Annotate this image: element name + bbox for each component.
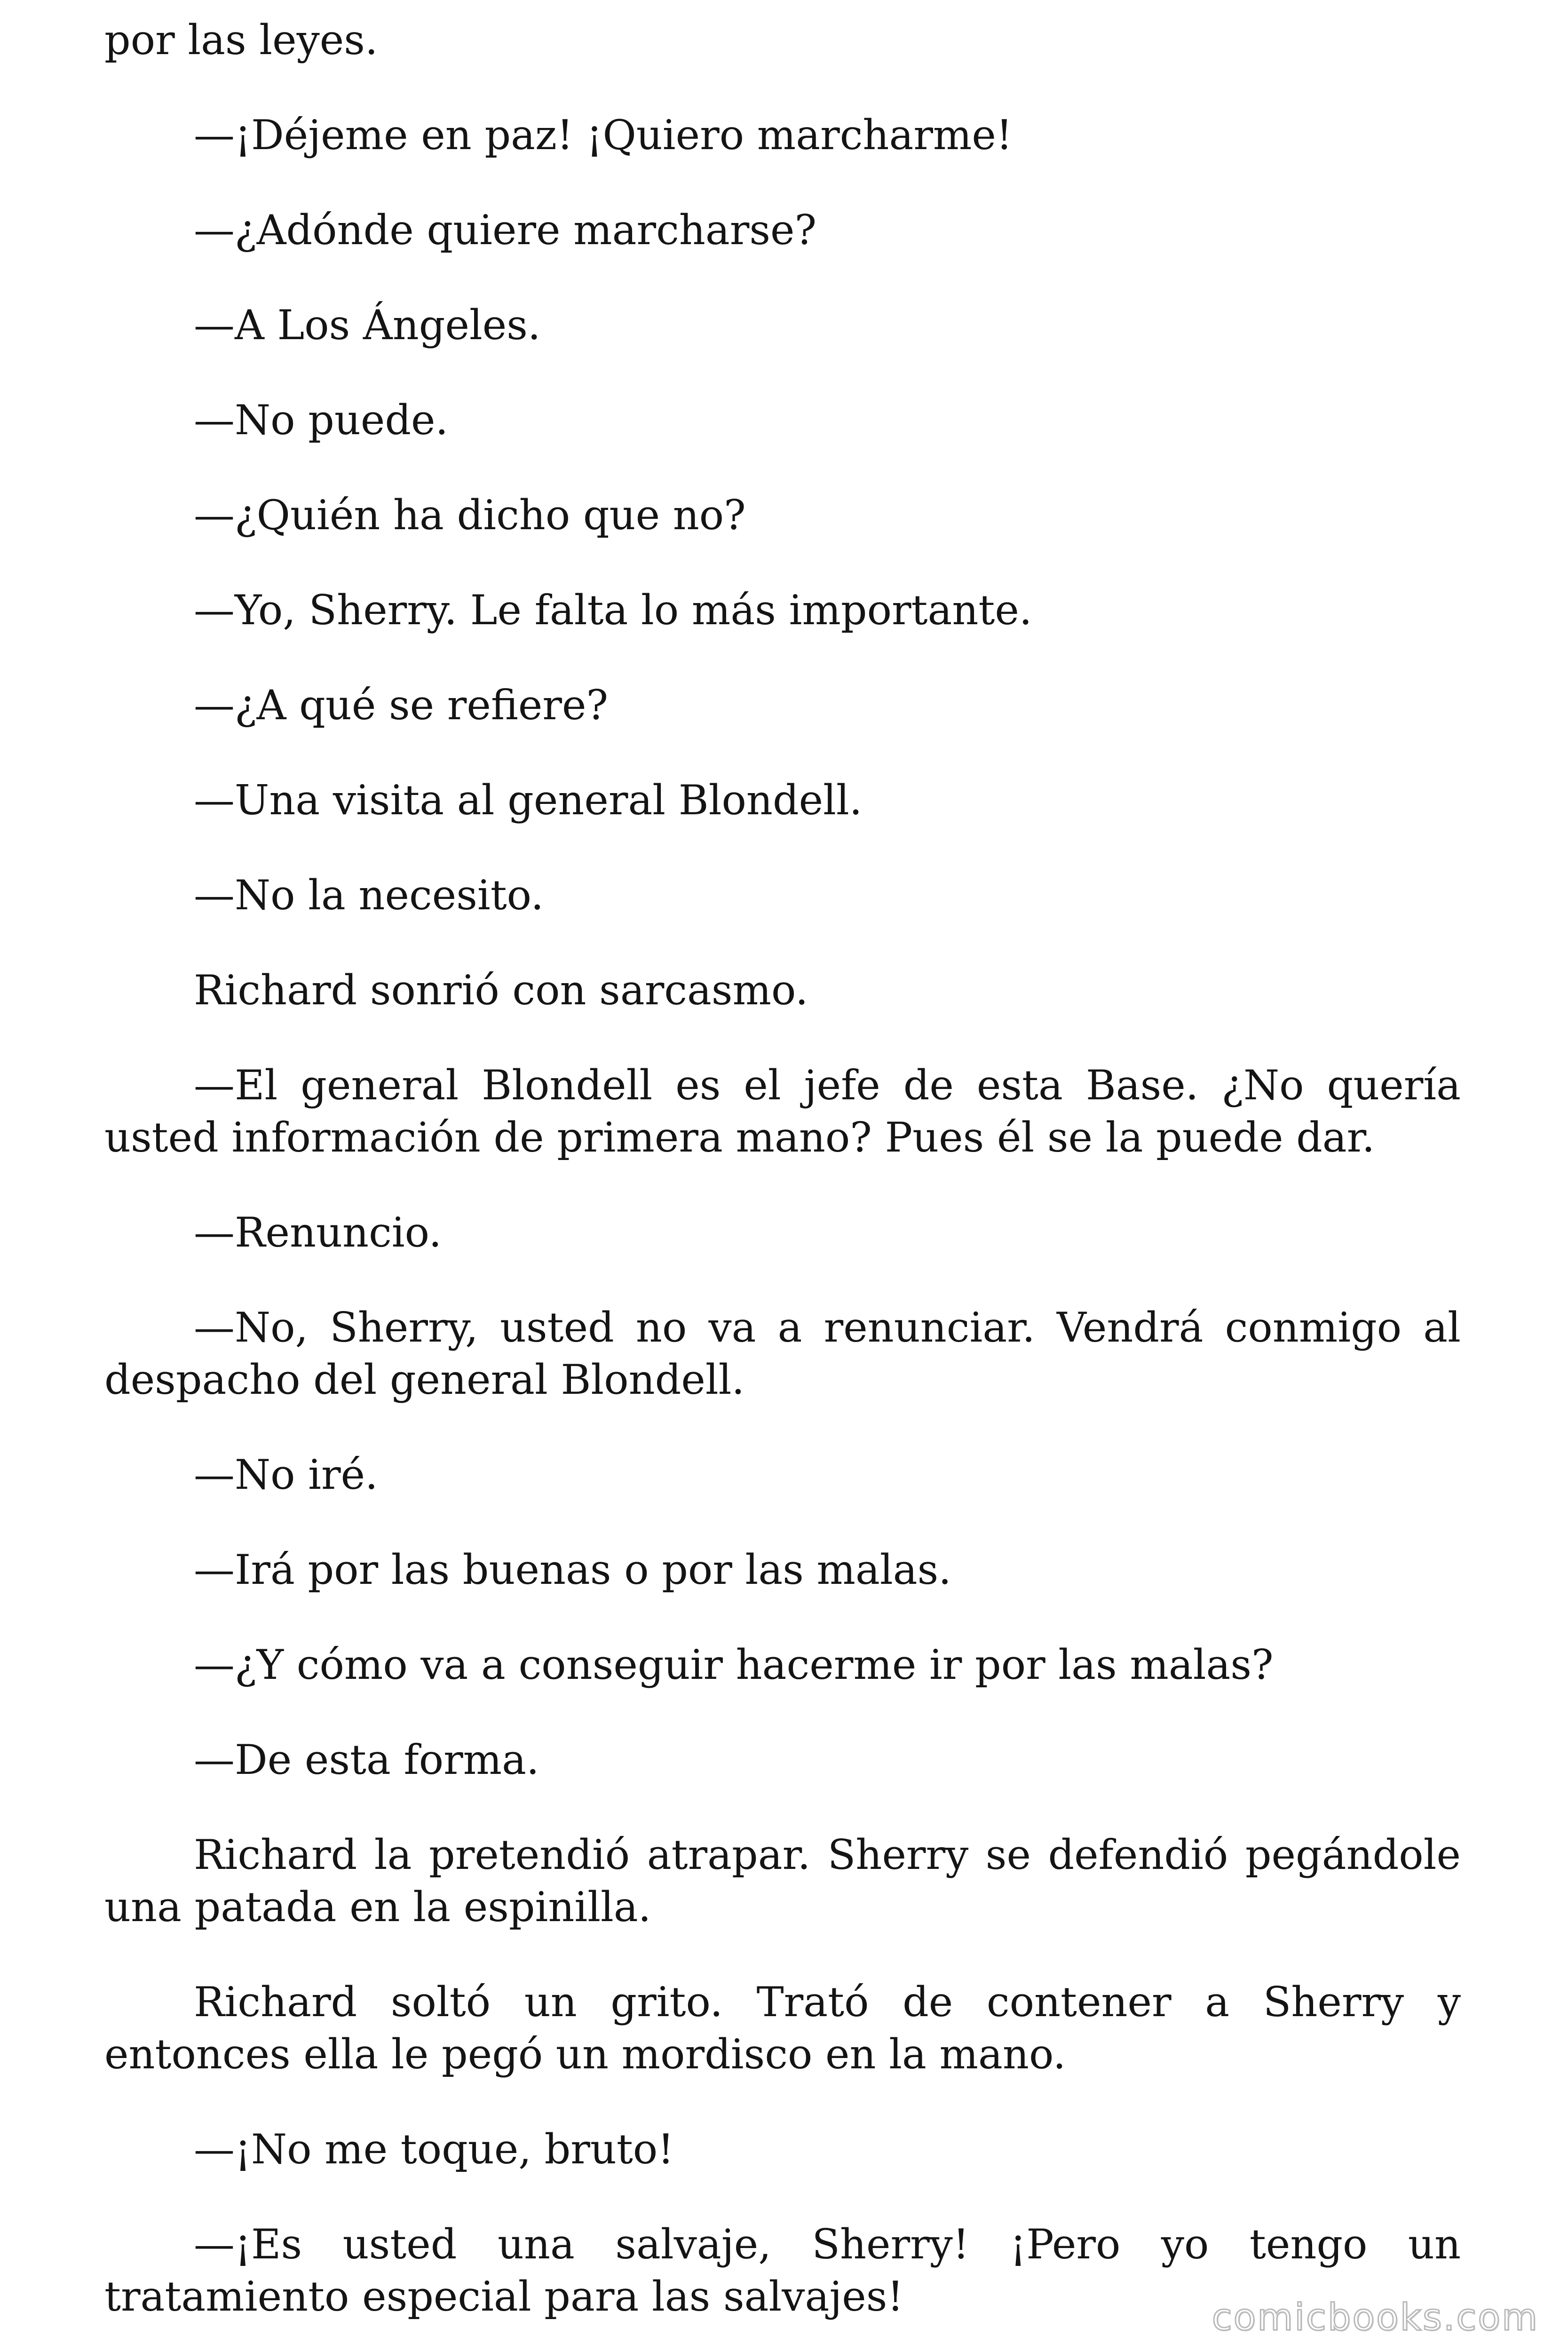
paragraph: —¿Quién ha dicho que no? [194, 491, 746, 539]
paragraph: —De esta forma. [194, 1736, 539, 1784]
page-text [104, 14, 1461, 2323]
paragraph: —El general Blondell es el jefe de esta Base. ¿No quería usted información de primera mano? Pues él se la puede dar. [104, 1061, 1461, 1161]
paragraph: —Renuncio. [194, 1208, 442, 1256]
paragraph: —¡Es usted una salvaje, Sherry! ¡Pero yo tengo un tratamiento especial para las salvajes! [104, 2220, 1461, 2320]
watermark: comicbooks.com [1212, 2296, 1539, 2339]
paragraph: —No, Sherry, usted no va a renunciar. Vendrá conmigo al despacho del general Blondell. [104, 1303, 1461, 1404]
paragraph: —No iré. [194, 1451, 378, 1499]
paragraph: Richard sonrió con sarcasmo. [194, 966, 808, 1014]
paragraph: —Yo, Sherry. Le falta lo más importante. [194, 586, 1032, 634]
paragraph: —No la necesito. [194, 871, 544, 919]
paragraph: —¡No me toque, bruto! [194, 2125, 674, 2173]
paragraph: Richard soltó un grito. Trató de contener a Sherry y entonces ella le pegó un mordisco en la mano. [104, 1978, 1461, 2078]
paragraph: —Irá por las buenas o por las malas. [194, 1546, 951, 1594]
paragraph: —¿Adónde quiere marcharse? [194, 206, 817, 254]
paragraph: —¿Y cómo va a conseguir hacerme ir por las malas? [194, 1641, 1274, 1689]
paragraph: —Una visita al general Blondell. [194, 776, 863, 824]
paragraph: —No puede. [194, 396, 449, 444]
paragraph: por las leyes. [104, 16, 378, 64]
paragraph: —¿A qué se refiere? [194, 681, 609, 729]
paragraph: —A Los Ángeles. [194, 301, 541, 349]
paragraph: —¡Déjeme en paz! ¡Quiero marcharme! [194, 111, 1013, 159]
paragraph: Richard la pretendió atrapar. Sherry se defendió pegándole una patada en la espinilla. [104, 1831, 1461, 1931]
